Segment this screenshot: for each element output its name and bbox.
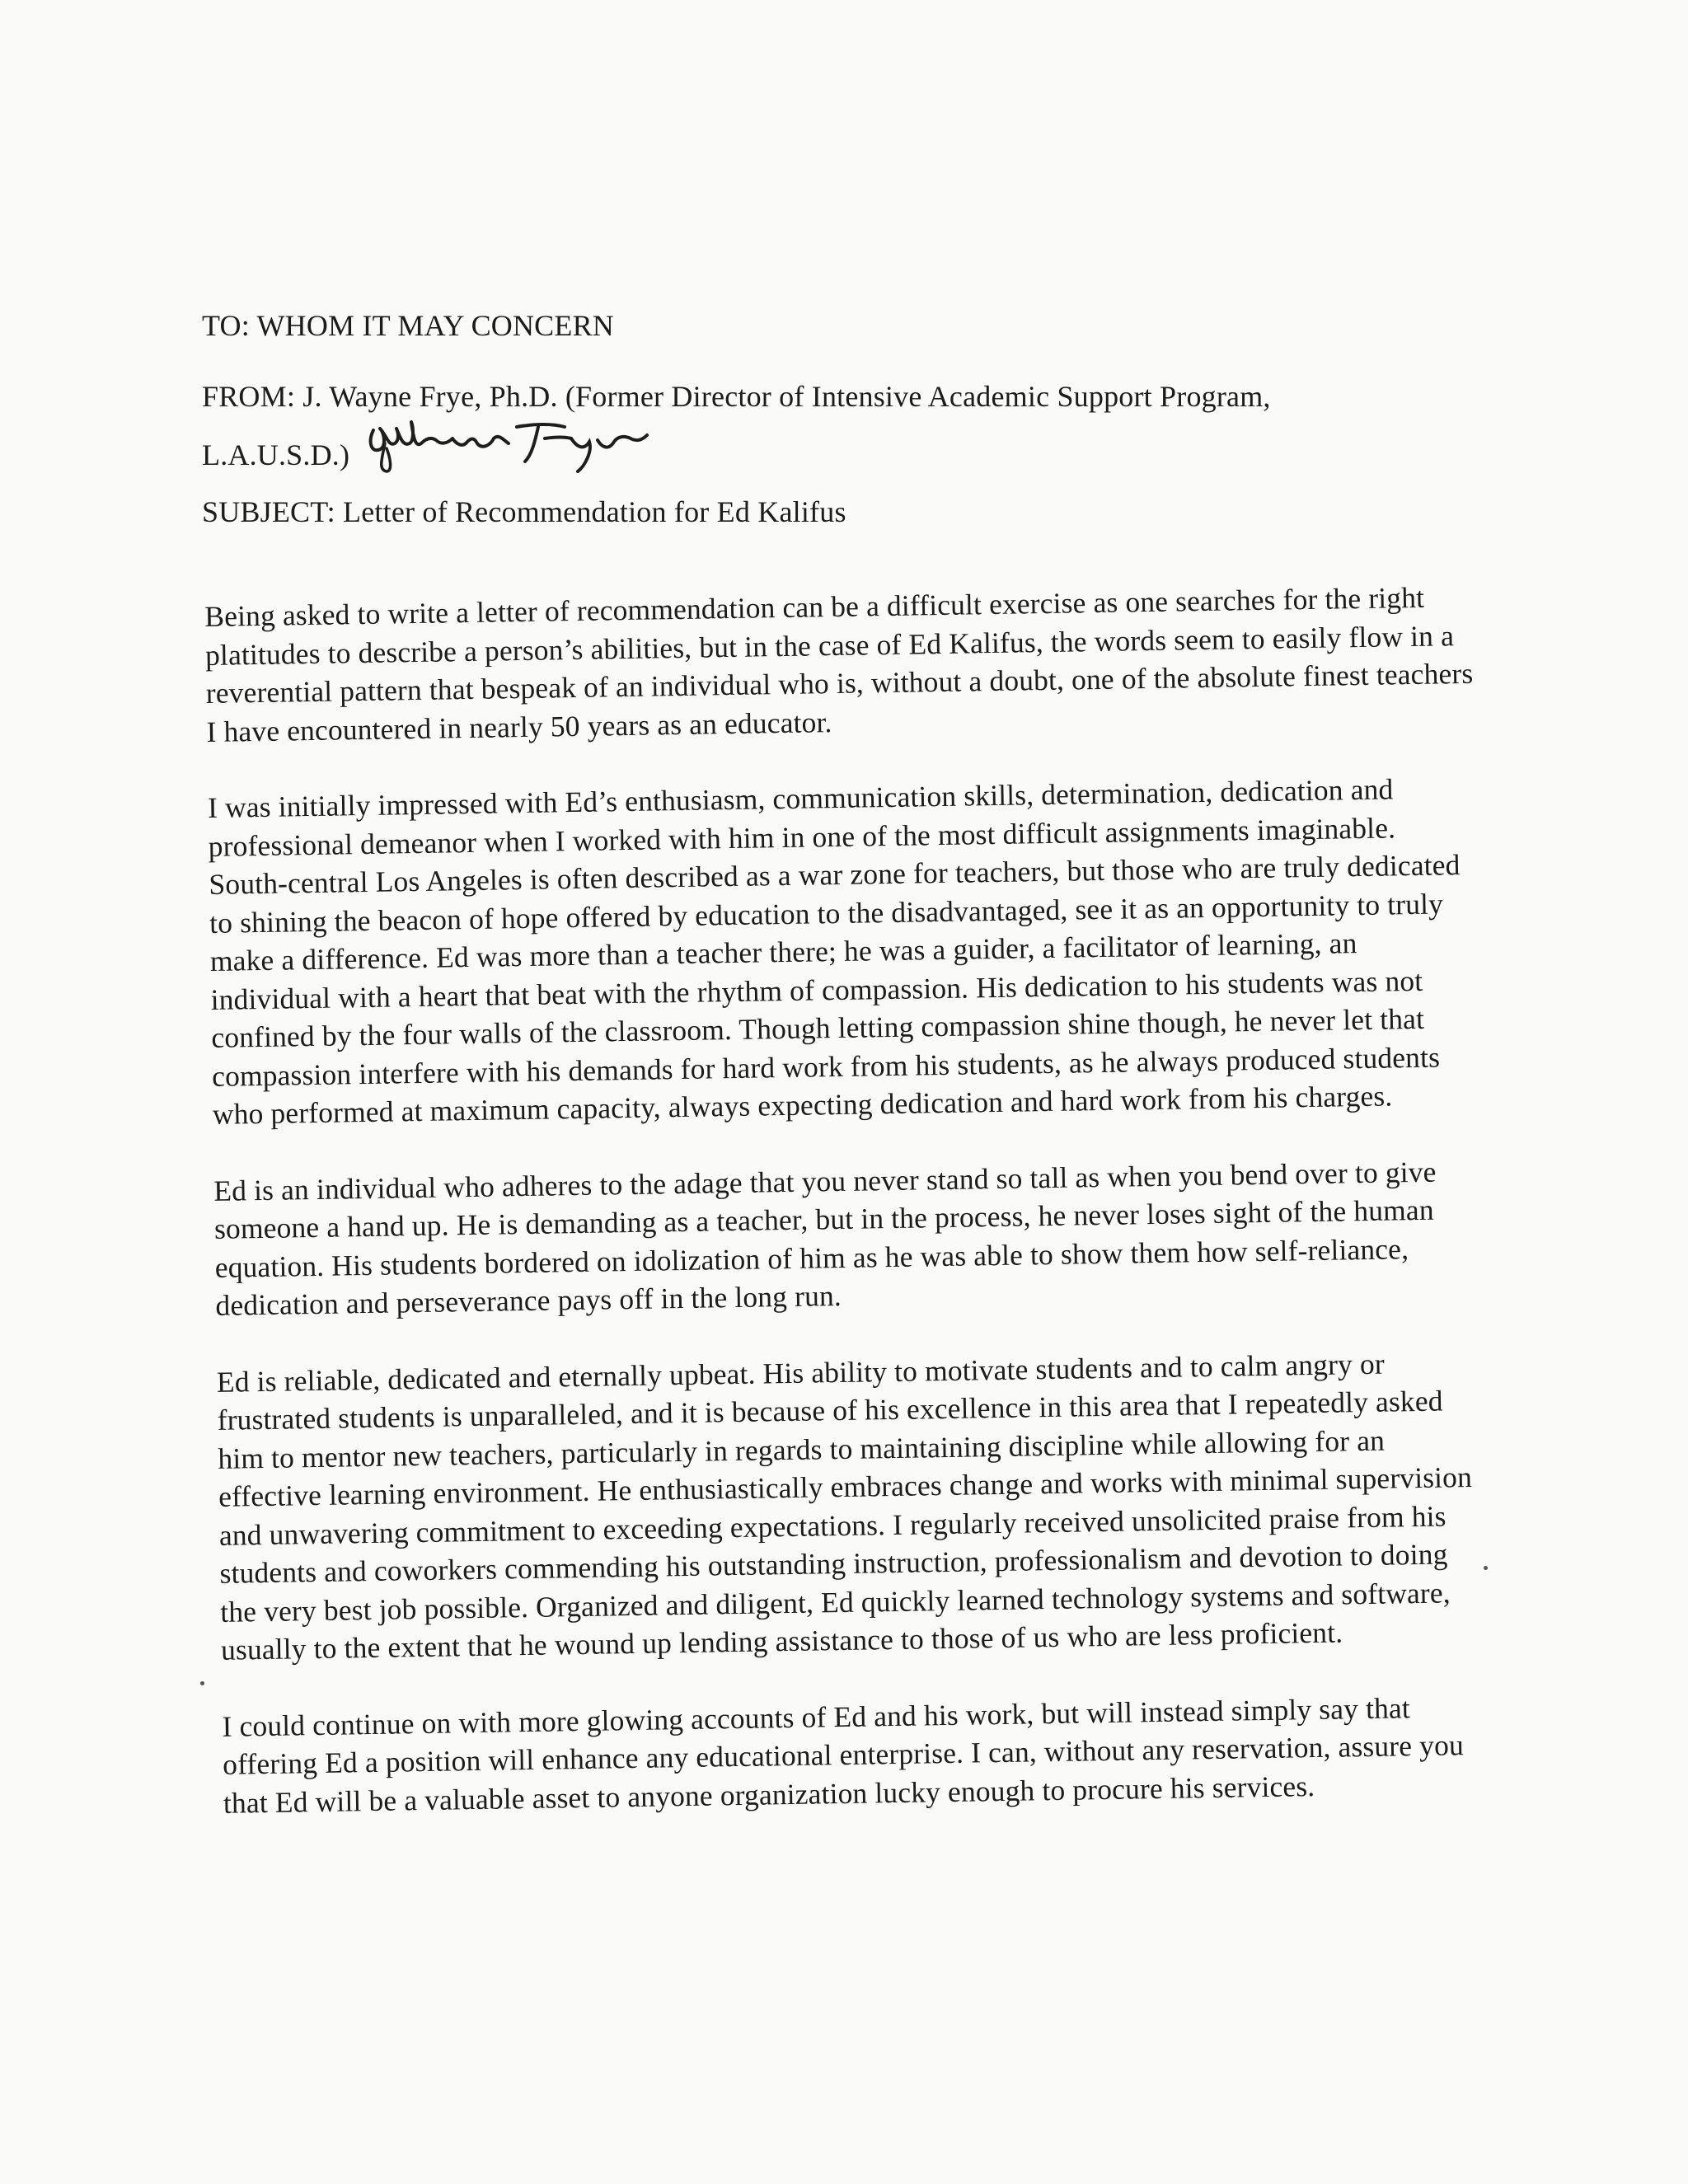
signature-icon (362, 419, 667, 476)
scan-speck (1484, 1566, 1488, 1570)
body-paragraph: I was initially impressed with Ed’s enthusiasm, communication skills, determination, dedication and professional demeanor when I worked with him in one of the most difficult assignments imaginable. South-central Los Angeles is often described as a war zone for teachers, but those who are truly dedicated to shining the beacon of hope offered by education to the disadvantaged, see it as an opportunity to truly make a difference. Ed was more than a teacher there; he was a guider, a facilitator of learning, an individual with a heart that beat with the rhythm of compassion. His dedication to his students was not confined by the four walls of the classroom. Though letting compassion shine though, he never let that compassion interfere with his demands for hard work from his students, as he always produced students who performed at maximum capacity, always expecting dedication and hard work from his charges. (207, 772, 1461, 1131)
body-paragraph: I could continue on with more glowing accounts of Ed and his work, but will instead simply say that offering Ed a position will enhance any educational enterprise. I can, without any reservation, assure you that Ed will be a valuable asset to anyone organization lucky enough to procure his services. (222, 1690, 1465, 1820)
body-paragraph: Ed is reliable, dedicated and eternally upbeat. His ability to motivate students and to calm angry or frustrated students is unparalleled, and it is because of his excellence in this area that I repeatedly asked him to mentor new teachers, particularly in regards to maintaining discipline while allowing for an effective learning environment. He enthusiastically embraces change and works with minimal supervision and unwavering commitment to exceeding expectations. I regularly received unsolicited praise from his students and coworkers commending his outstanding instruction, professionalism and devotion to doing the very best job possible. Organized and diligent, Ed quickly learned technology systems and software, usually to the extent that he wound up lending assistance to those of us who are less proficient. (216, 1347, 1473, 1666)
body-paragraph: Ed is an individual who adheres to the adage that you never stand so tall as when you bend over to give someone a hand up. He is demanding as a teacher, but in the process, he never loses sight of the human equation. His students bordered on idolization of him as he was able to show them how self-reliance, dedication and perseverance pays off in the long run. (213, 1155, 1437, 1322)
from-organization: L.A.U.S.D.) (202, 438, 350, 471)
body-paragraph: Being asked to write a letter of recommendation can be a difficult exercise as one searches for the right platitudes to describe a person’s abilities, but in the case of Ed Kalifus, the words seem to easily flow in a reverential pattern that bespeak of an individual who is, without a doubt, one of the absolute finest teachers I have encountered in nearly 50 years as an educator. (204, 580, 1474, 748)
from-line-continued (202, 419, 667, 485)
subject-line: SUBJECT: Letter of Recommendation for Ed Kalifus (202, 495, 846, 528)
scan-speck (200, 1681, 204, 1685)
letter-body (204, 578, 1493, 1860)
to-line: TO: WHOM IT MAY CONCERN (202, 309, 614, 342)
from-line: FROM: J. Wayne Frye, Ph.D. (Former Director of Intensive Academic Support Program, (202, 380, 1271, 413)
handwritten-signature (362, 419, 667, 485)
